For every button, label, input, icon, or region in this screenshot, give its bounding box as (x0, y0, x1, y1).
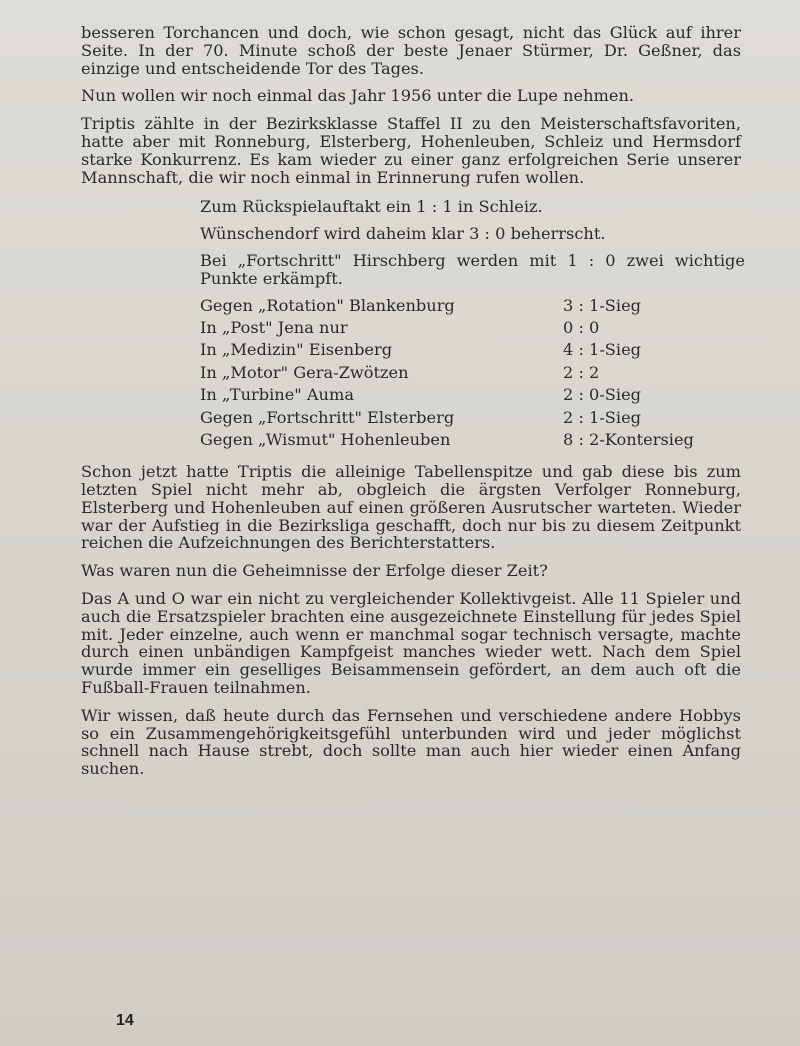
result-row (200, 297, 745, 319)
result-opponent: In „Turbine" Auma (200, 385, 354, 405)
result-score: 3 : 1-Sieg (563, 295, 642, 315)
paragraph-triptis-league: Triptis zählte in der Bezirksklasse Staffel II zu den Meisterschaftsfavoriten, hatte aber mit Ronneburg, Elsterberg, Hohenleuben, Schleiz und Hermsdorf starke Konkurrenz. Es kam wieder zu einer ganz erfolgreichen Serie unserer Mannschaft, die wir noch einmal in Erinnerung rufen wollen. (81, 114, 741, 187)
result-row (200, 386, 745, 408)
paragraph-goal-report: besseren Torchancen und doch, wie schon gesagt, nicht das Glück auf ihrer Seite. In der 70. Minute schoß der beste Jenaer Stürmer, Dr. Geßner, das einzige und entscheidende Tor des Tages. (81, 23, 741, 78)
result-row (200, 319, 745, 341)
result-opponent: In „Motor" Gera-Zwötzen (200, 362, 409, 382)
result-row (200, 364, 745, 386)
paragraph-team-spirit: Das A und O war ein nicht zu vergleichender Kollektivgeist. Alle 11 Spieler und auch die Ersatzspieler brachten eine ausgezeichnete Einstellung für jedes Spiel mit. Jeder einzelne, auch wenn er manchmal sogar technisch versagte, machte durch einen unbändigen Kampfgeist manches wieder wett. Nach dem Spiel wurde immer ein geselliges Beisammensein gefördert, an dem auch oft die Fußball-Frauen teilnahmen. (81, 589, 741, 698)
result-score: 2 : 2 (563, 362, 600, 382)
result-row (200, 341, 745, 363)
paragraph-year-1956: Nun wollen wir noch einmal das Jahr 1956 unter die Lupe nehmen. (81, 86, 635, 106)
page-number: 14 (116, 1012, 134, 1029)
result-score: 2 : 1-Sieg (563, 407, 642, 427)
result-opponent: In „Post" Jena nur (200, 317, 348, 337)
result-score: 4 : 1-Sieg (563, 340, 642, 360)
match-hirschberg: Bei „Fortschritt" Hirschberg werden mit 1 : 0 zwei wichtige Punkte erkämpft. (200, 250, 745, 288)
result-score: 8 : 2-Kontersieg (563, 429, 694, 449)
result-opponent: In „Medizin" Eisenberg (200, 340, 393, 360)
paragraph-table-lead: Schon jetzt hatte Triptis die alleinige Tabellenspitze und gab diese bis zum letzten Spiel nicht mehr ab, obgleich die ärgsten Verfolger Ronneburg, Elsterberg und Hohenleuben auf einen größeren Ausrutscher warteten. Wieder war der Aufstieg in die Bezirksliga geschafft, doch nur bis zu diesem Zeitpunkt reichen die Aufzeichnungen des Berichterstatters. (81, 462, 741, 553)
result-score: 0 : 0 (563, 317, 600, 337)
result-score: 2 : 0-Sieg (563, 385, 642, 405)
result-opponent: Gegen „Wismut" Hohenleuben (200, 429, 451, 449)
result-opponent: Gegen „Rotation" Blankenburg (200, 295, 455, 315)
result-row (200, 409, 745, 431)
match-schleiz: Zum Rückspielauftakt ein 1 : 1 in Schleiz. (200, 197, 543, 217)
page-text (81, 23, 745, 788)
result-opponent: Gegen „Fortschritt" Elsterberg (200, 407, 455, 427)
paragraph-question: Was waren nun die Geheimnisse der Erfolge dieser Zeit? (81, 561, 548, 581)
results-list (200, 297, 745, 454)
paragraph-modern-times: Wir wissen, daß heute durch das Fernsehen und verschiedene andere Hobbys so ein Zusammengehörigkeitsgefühl unterbunden wird und jeder möglichst schnell nach Hause strebt, doch sollte man auch hier wieder einen Anfang suchen. (81, 705, 741, 779)
match-wuenschendorf: Wünschendorf wird daheim klar 3 : 0 beherrscht. (200, 224, 606, 244)
season-opening-block (200, 198, 745, 287)
result-row (200, 431, 745, 453)
